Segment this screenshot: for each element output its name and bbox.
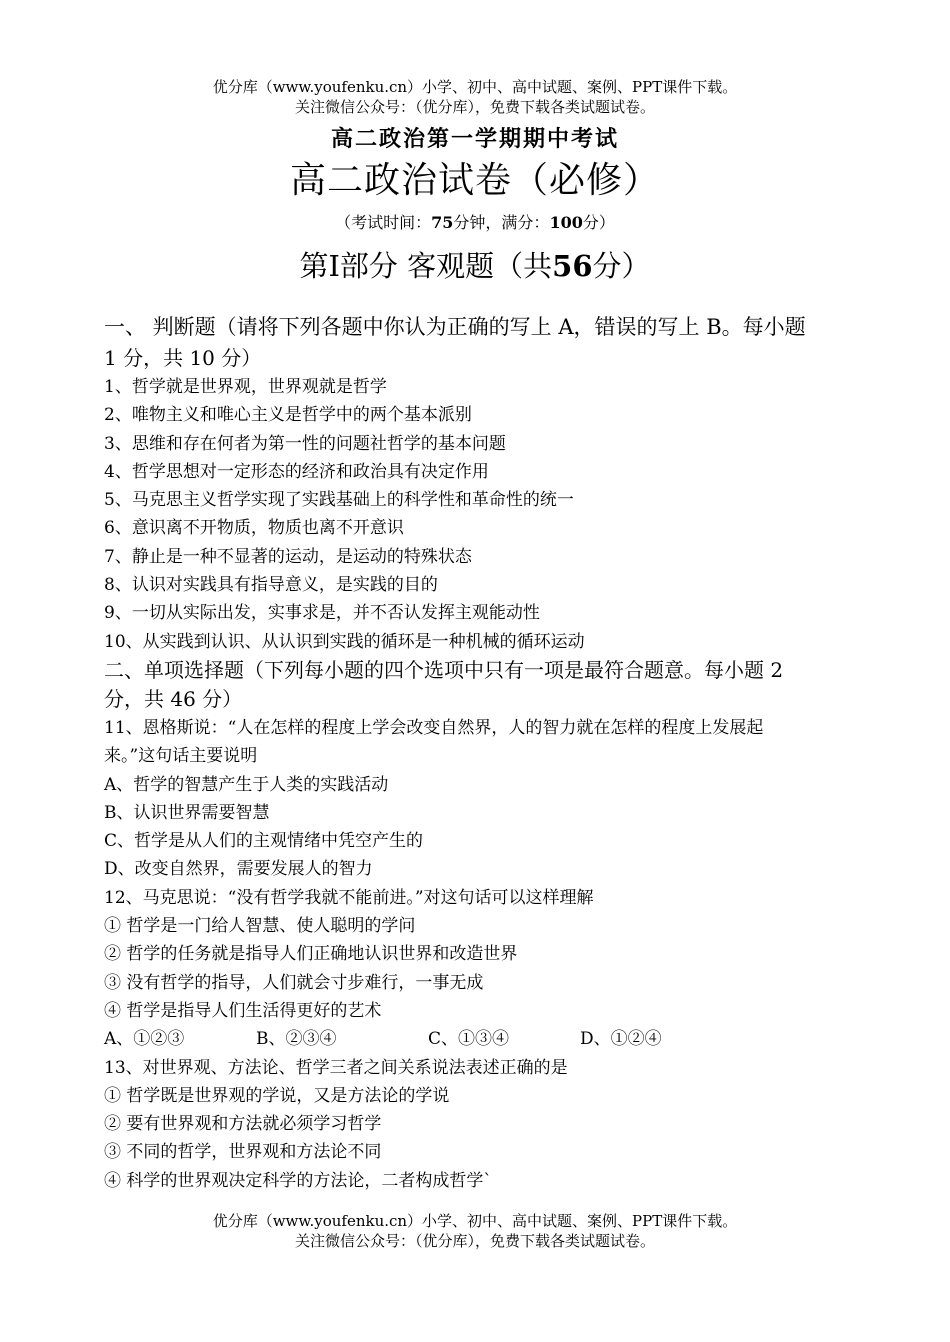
judgement-item: 4、哲学思想对一定形态的经济和政治具有决定作用: [104, 461, 489, 482]
question-12-stem: 12、马克思说：“没有哲学我就不能前进。”对这句话可以这样理解: [104, 887, 594, 908]
section-1-heading-cont: 1 分，共 10 分）: [104, 346, 262, 370]
exam-score-value: 100: [549, 213, 583, 232]
question-12-options: [104, 1025, 849, 1053]
footer-line-2: 关注微信公众号：（优分库），免费下载各类试题试卷。: [294, 1232, 655, 1250]
exam-info: [0, 211, 950, 235]
header-line-2: 关注微信公众号：（优分库），免费下载各类试题试卷。: [294, 98, 655, 116]
judgement-item: 2、唯物主义和唯心主义是哲学中的两个基本派别: [104, 405, 472, 426]
question-11-stem-cont: 来。”这句话主要说明: [104, 746, 258, 767]
judgement-item: 9、一切从实际出发，实事求是，并不否认发挥主观能动性: [104, 603, 540, 624]
question-11-option-a: A、哲学的智慧产生于人类的实践活动: [104, 774, 389, 795]
question-12-option-c: C、①③④: [428, 1029, 510, 1050]
question-11-option-d: D、改变自然界，需要发展人的智力: [104, 859, 373, 880]
exam-info-middle: 分钟，满分：: [453, 213, 550, 232]
part-title: [0, 246, 950, 286]
question-12-option-d: D、①②④: [580, 1029, 662, 1050]
section-1-heading: 一、 判断题（请将下列各题中你认为正确的写上 A，错误的写上 B。每小题: [104, 315, 806, 339]
section-2-heading-cont: 分，共 46 分）: [104, 686, 243, 711]
header-line-1: 优分库（www.youfenku.cn）小学、初中、高中试题、案例、PPT课件下载。: [212, 78, 738, 96]
exam-info-prefix: （考试时间：: [335, 213, 432, 232]
question-13-item: ③ 不同的哲学，世界观和方法论不同: [104, 1142, 382, 1163]
question-12-item: ① 哲学是一门给人智慧、使人聪明的学问: [104, 916, 416, 937]
question-12-item: ② 哲学的任务就是指导人们正确地认识世界和改造世界: [104, 944, 518, 965]
judgement-item: 3、思维和存在何者为第一性的问题社哲学的基本问题: [104, 433, 506, 454]
question-11-option-b: B、认识世界需要智慧: [104, 802, 270, 823]
judgement-item: 1、哲学就是世界观，世界观就是哲学: [104, 377, 387, 397]
judgement-item: 6、意识离不开物质，物质也离不开意识: [104, 518, 404, 539]
section-2-heading: 二、单项选择题（下列每小题的四个选项中只有一项是最符合题意。每小题 2: [104, 657, 784, 682]
judgement-item: 5、马克思主义哲学实现了实践基础上的科学性和革命性的统一: [104, 490, 574, 511]
judgement-item: 10、从实践到认识、从认识到实践的循环是一种机械的循环运动: [104, 631, 585, 652]
paper-title: 高二政治试卷（必修）: [289, 160, 660, 201]
judgement-item: 8、认识对实践具有指导意义，是实践的目的: [104, 575, 438, 596]
exam-time-value: 75: [431, 213, 454, 232]
judgement-item: 7、静止是一种不显著的运动，是运动的特殊状态: [104, 546, 472, 567]
question-12-item: ④ 哲学是指导人们生活得更好的艺术: [104, 1000, 382, 1021]
question-13-item: ② 要有世界观和方法就必须学习哲学: [104, 1114, 382, 1135]
question-11-stem: 11、恩格斯说：“人在怎样的程度上学会改变自然界，人的智力就在怎样的程度上发展起: [104, 717, 764, 738]
question-12-option-a: A、①②③: [104, 1029, 185, 1050]
part-score-value: 56: [552, 249, 593, 283]
question-12-item: ③ 没有哲学的指导，人们就会寸步难行，一事无成: [104, 972, 484, 993]
part-title-prefix: 第Ⅰ部分 客观题（共: [299, 249, 553, 283]
part-title-suffix: 分）: [592, 249, 651, 283]
exam-info-suffix: 分）: [582, 213, 615, 232]
question-13-stem: 13、对世界观、方法论、哲学三者之间关系说法表述正确的是: [104, 1057, 568, 1078]
question-12-option-b: B、②③④: [256, 1029, 337, 1050]
exam-content: [104, 310, 849, 1195]
question-13-item: ① 哲学既是世界观的学说，又是方法论的学说: [104, 1085, 450, 1106]
footer-line-1: 优分库（www.youfenku.cn）小学、初中、高中试题、案例、PPT课件下载。: [212, 1212, 738, 1230]
question-11-option-c: C、哲学是从人们的主观情绪中凭空产生的: [104, 831, 424, 852]
exam-title: 高二政治第一学期期中考试: [330, 126, 619, 152]
question-13-item: ④ 科学的世界观决定科学的方法论，二者构成哲学`: [104, 1170, 492, 1191]
